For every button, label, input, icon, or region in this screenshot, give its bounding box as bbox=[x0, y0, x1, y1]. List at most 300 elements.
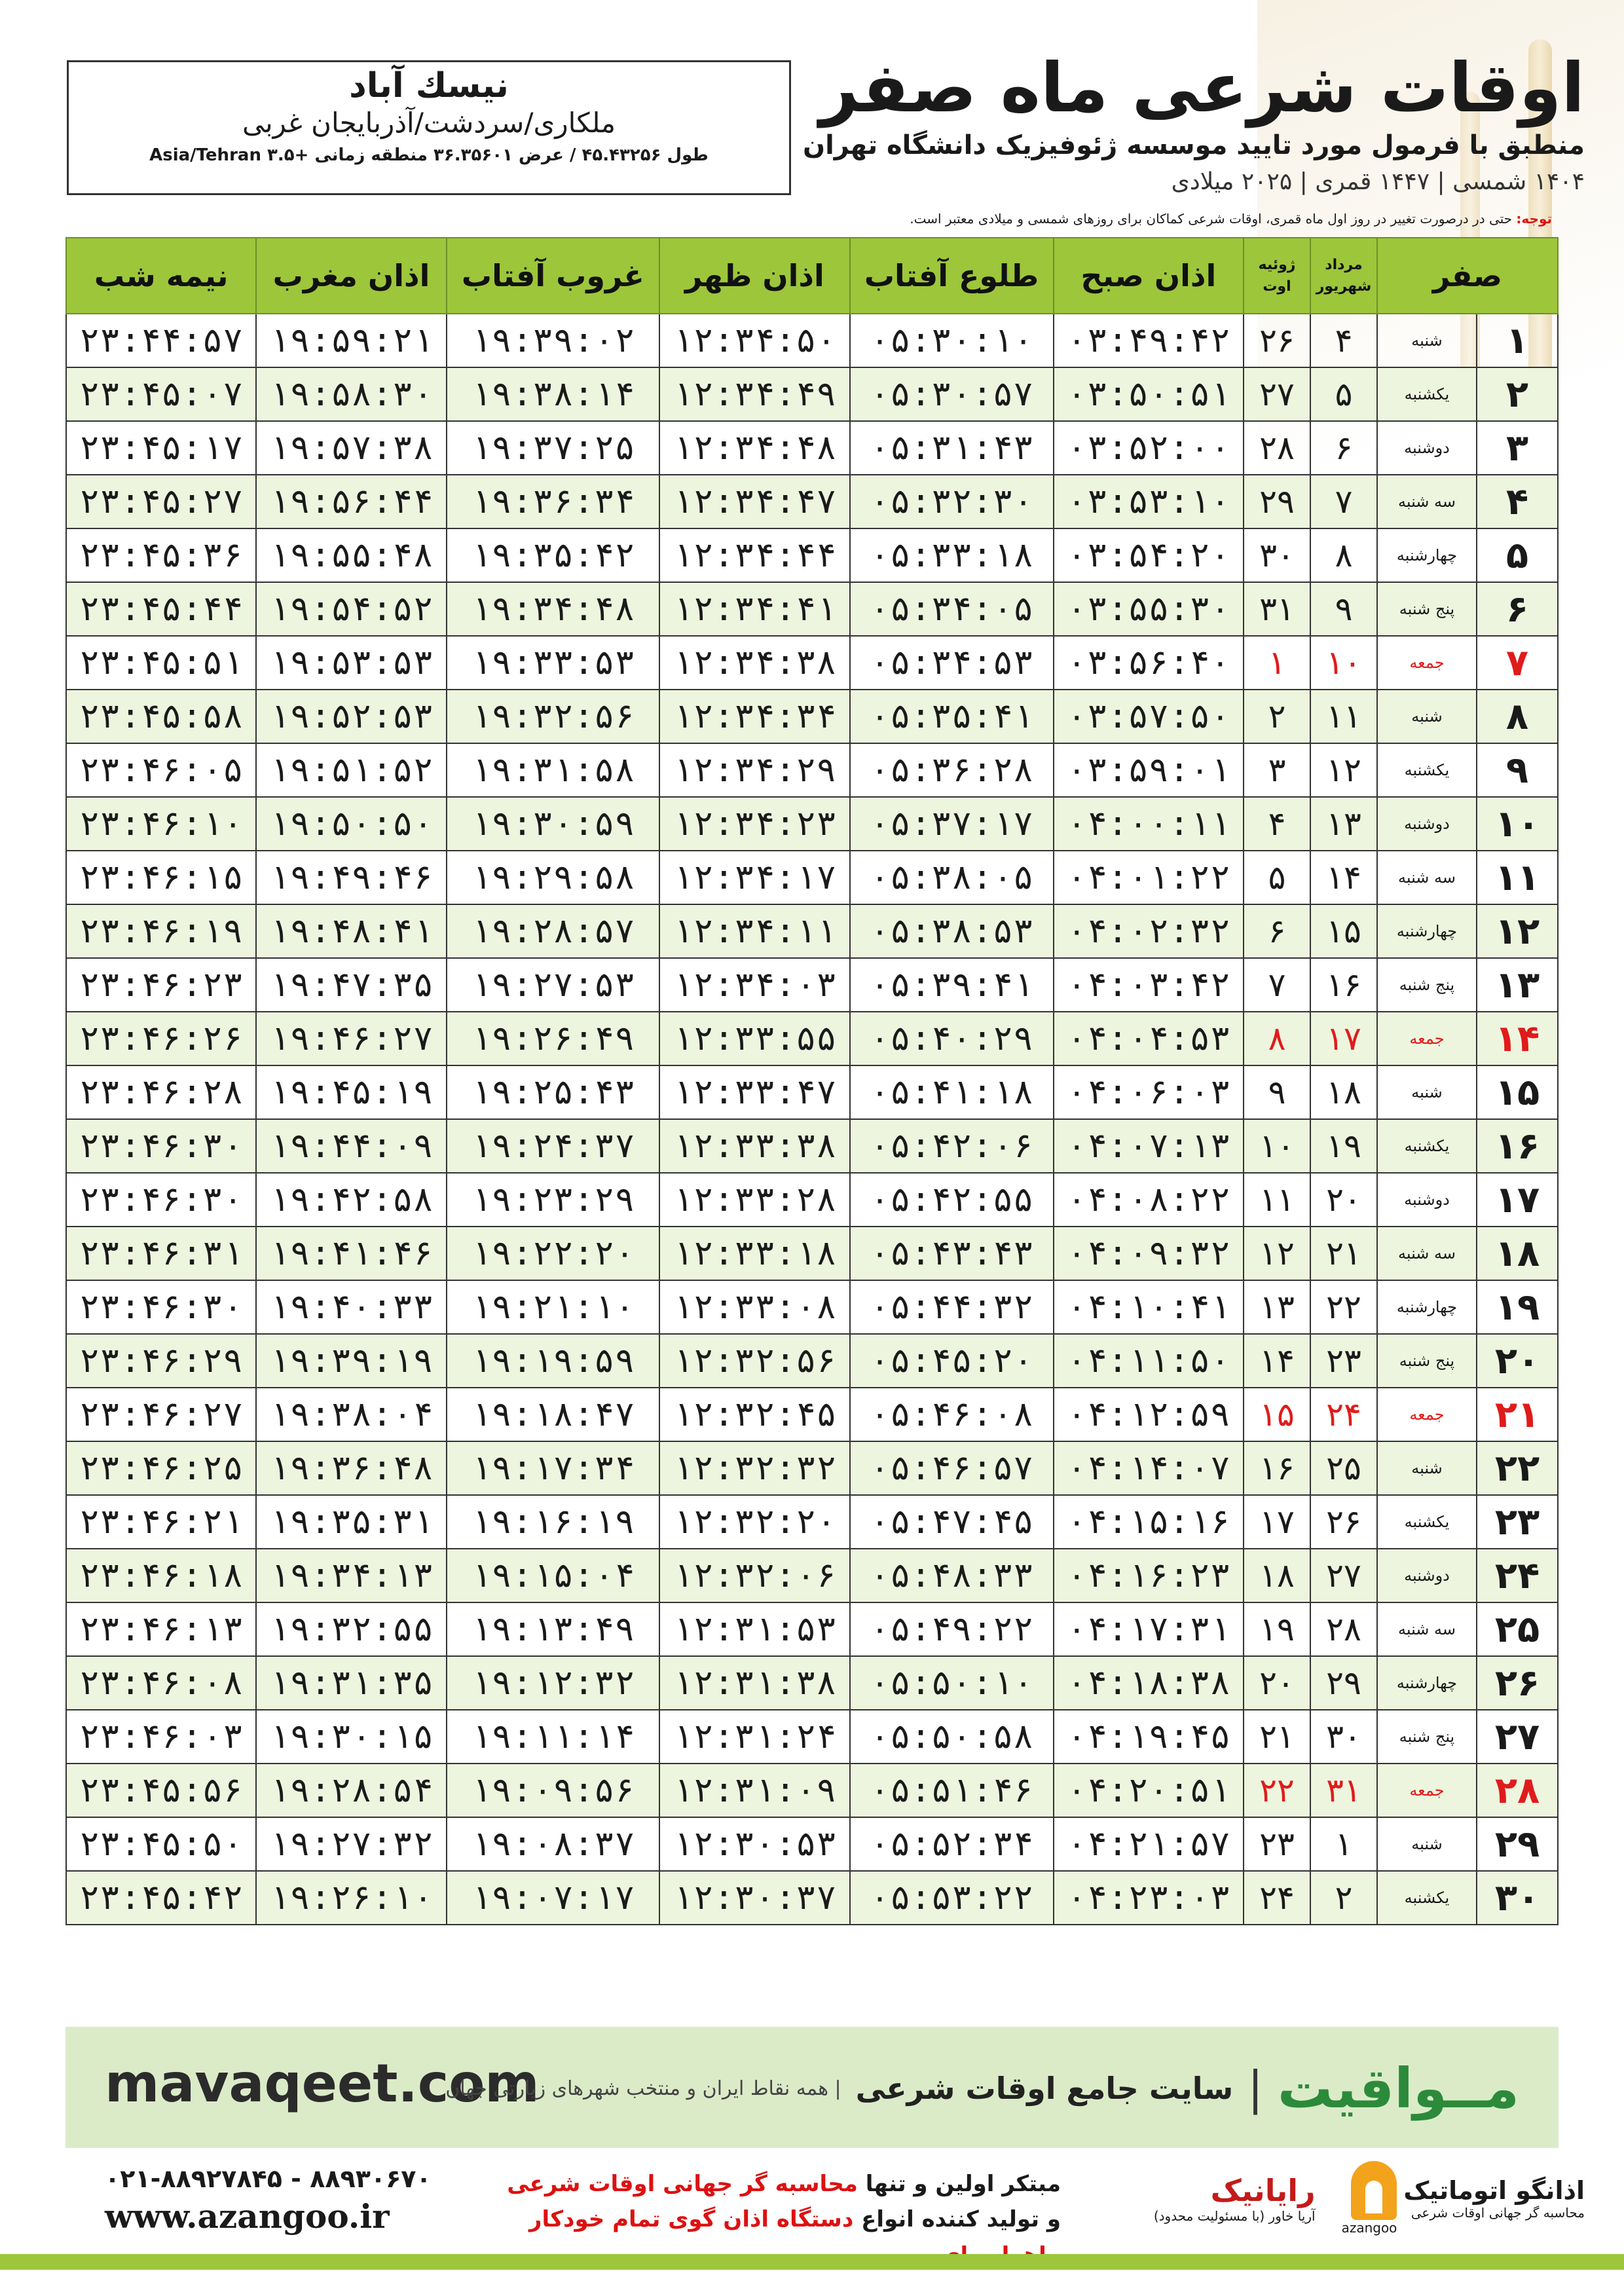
sunrise-time-cell: ۰۵:۳۱:۴۳ bbox=[850, 421, 1054, 475]
table-body bbox=[66, 314, 1558, 1925]
midnight-time-cell: ۲۳:۴۶:۲۶ bbox=[66, 1012, 256, 1065]
gregorian-day-cell: ۱۳ bbox=[1244, 1280, 1310, 1334]
fajr-time-cell: ۰۳:۴۹:۴۲ bbox=[1054, 314, 1244, 367]
weekday-cell: دوشنبه bbox=[1377, 1549, 1477, 1602]
table-row bbox=[66, 1817, 1558, 1871]
sunrise-time-cell: ۰۵:۳۶:۲۸ bbox=[850, 743, 1054, 797]
shamsi-day-cell: ۲۰ bbox=[1310, 1173, 1377, 1227]
fajr-time-cell: ۰۳:۵۹:۰۱ bbox=[1054, 743, 1244, 797]
gregorian-day-cell: ۱۷ bbox=[1244, 1495, 1310, 1549]
brand-description: سایت جامع اوقات شرعی bbox=[855, 2071, 1234, 2106]
hijri-day-cell: ۲۶ bbox=[1477, 1656, 1558, 1710]
table-row bbox=[66, 851, 1558, 904]
hijri-day-cell: ۱۹ bbox=[1477, 1280, 1558, 1334]
weekday-cell: شنبه bbox=[1377, 1065, 1477, 1119]
dhuhr-time-cell: ۱۲:۳۴:۱۱ bbox=[659, 904, 849, 958]
midnight-time-cell: ۲۳:۴۵:۲۷ bbox=[66, 475, 256, 528]
maghrib-time-cell: ۱۹:۳۲:۵۵ bbox=[256, 1602, 446, 1656]
hijri-day-cell: ۳ bbox=[1477, 421, 1558, 475]
fajr-time-cell: ۰۴:۱۹:۴۵ bbox=[1054, 1710, 1244, 1764]
sunset-time-cell: ۱۹:۲۸:۵۷ bbox=[447, 904, 660, 958]
table-row bbox=[66, 1280, 1558, 1334]
fajr-time-cell: ۰۴:۱۱:۵۰ bbox=[1054, 1334, 1244, 1388]
note bbox=[67, 211, 1552, 227]
sunset-time-cell: ۱۹:۲۹:۵۸ bbox=[447, 851, 660, 904]
midnight-time-cell: ۲۳:۴۶:۱۹ bbox=[66, 904, 256, 958]
azangoo-logo-sub: محاسبه گر جهانی اوقات شرعی bbox=[1411, 2205, 1585, 2221]
hijri-day-cell: ۱۲ bbox=[1477, 904, 1558, 958]
table-row bbox=[66, 904, 1558, 958]
table-row bbox=[66, 958, 1558, 1012]
sunrise-time-cell: ۰۵:۴۳:۴۳ bbox=[850, 1227, 1054, 1280]
dhuhr-time-cell: ۱۲:۳۴:۲۳ bbox=[659, 797, 849, 851]
fajr-time-cell: ۰۴:۱۷:۳۱ bbox=[1054, 1602, 1244, 1656]
weekday-cell: جمعه bbox=[1377, 1388, 1477, 1441]
midnight-time-cell: ۲۳:۴۵:۴۲ bbox=[66, 1871, 256, 1925]
dhuhr-time-cell: ۱۲:۳۲:۴۵ bbox=[659, 1388, 849, 1441]
sunrise-time-cell: ۰۵:۳۴:۰۵ bbox=[850, 582, 1054, 636]
maghrib-time-cell: ۱۹:۳۶:۴۸ bbox=[256, 1441, 446, 1495]
weekday-cell: پنج شنبه bbox=[1377, 958, 1477, 1012]
shamsi-day-cell: ۲۱ bbox=[1310, 1227, 1377, 1280]
weekday-cell: شنبه bbox=[1377, 690, 1477, 743]
fajr-time-cell: ۰۴:۲۱:۵۷ bbox=[1054, 1817, 1244, 1871]
hijri-day-cell: ۲۰ bbox=[1477, 1334, 1558, 1388]
weekday-cell: جمعه bbox=[1377, 636, 1477, 690]
weekday-cell: یکشنبه bbox=[1377, 367, 1477, 421]
sunset-time-cell: ۱۹:۰۸:۳۷ bbox=[447, 1817, 660, 1871]
table-row bbox=[66, 1334, 1558, 1388]
table-row bbox=[66, 1710, 1558, 1764]
sunrise-time-cell: ۰۵:۴۸:۳۳ bbox=[850, 1549, 1054, 1602]
hijri-day-cell: ۲۹ bbox=[1477, 1817, 1558, 1871]
table-row bbox=[66, 1549, 1558, 1602]
site-url[interactable]: mavaqeet.com bbox=[105, 2053, 540, 2114]
shamsi-day-cell: ۲۵ bbox=[1310, 1441, 1377, 1495]
dhuhr-time-cell: ۱۲:۳۰:۵۳ bbox=[659, 1817, 849, 1871]
maghrib-time-cell: ۱۹:۳۱:۳۵ bbox=[256, 1656, 446, 1710]
fajr-time-cell: ۰۴:۰۴:۵۳ bbox=[1054, 1012, 1244, 1065]
gregorian-day-cell: ۱ bbox=[1244, 636, 1310, 690]
sunrise-time-cell: ۰۵:۵۰:۵۸ bbox=[850, 1710, 1054, 1764]
sunrise-time-cell: ۰۵:۴۰:۲۹ bbox=[850, 1012, 1054, 1065]
shamsi-day-cell: ۱۷ bbox=[1310, 1012, 1377, 1065]
sunrise-time-cell: ۰۵:۵۰:۱۰ bbox=[850, 1656, 1054, 1710]
minaret-icon bbox=[1351, 2161, 1397, 2220]
weekday-cell: شنبه bbox=[1377, 314, 1477, 367]
sunset-time-cell: ۱۹:۰۹:۵۶ bbox=[447, 1764, 660, 1817]
dhuhr-time-cell: ۱۲:۳۳:۲۸ bbox=[659, 1173, 849, 1227]
midnight-time-cell: ۲۳:۴۵:۰۷ bbox=[66, 367, 256, 421]
shamsi-day-cell: ۵ bbox=[1310, 367, 1377, 421]
midnight-time-cell: ۲۳:۴۶:۲۹ bbox=[66, 1334, 256, 1388]
dhuhr-time-cell: ۱۲:۳۳:۰۸ bbox=[659, 1280, 849, 1334]
midnight-time-cell: ۲۳:۴۶:۲۳ bbox=[66, 958, 256, 1012]
gregorian-day-cell: ۱۹ bbox=[1244, 1602, 1310, 1656]
table-row bbox=[66, 528, 1558, 582]
shamsi-day-cell: ۹ bbox=[1310, 582, 1377, 636]
maghrib-time-cell: ۱۹:۵۶:۴۴ bbox=[256, 475, 446, 528]
col-fajr: اذان صبح bbox=[1054, 238, 1244, 314]
maghrib-time-cell: ۱۹:۵۵:۴۸ bbox=[256, 528, 446, 582]
shamsi-day-cell: ۲۷ bbox=[1310, 1549, 1377, 1602]
sunrise-time-cell: ۰۵:۳۹:۴۱ bbox=[850, 958, 1054, 1012]
shamsi-day-cell: ۲۹ bbox=[1310, 1656, 1377, 1710]
sunrise-time-cell: ۰۵:۴۲:۰۶ bbox=[850, 1119, 1054, 1173]
pitch-line-1-b: محاسبه گر جهانی اوقات شرعی bbox=[507, 2171, 858, 2197]
sunrise-time-cell: ۰۵:۵۳:۲۲ bbox=[850, 1871, 1054, 1925]
prayer-times-table bbox=[65, 237, 1559, 1925]
shamsi-day-cell: ۲۸ bbox=[1310, 1602, 1377, 1656]
maghrib-time-cell: ۱۹:۵۲:۵۳ bbox=[256, 690, 446, 743]
fajr-time-cell: ۰۴:۰۷:۱۳ bbox=[1054, 1119, 1244, 1173]
col-shamsi bbox=[1310, 238, 1377, 314]
shamsi-day-cell: ۳۰ bbox=[1310, 1710, 1377, 1764]
shamsi-day-cell: ۱۲ bbox=[1310, 743, 1377, 797]
dhuhr-time-cell: ۱۲:۳۴:۰۳ bbox=[659, 958, 849, 1012]
sunset-time-cell: ۱۹:۱۲:۳۲ bbox=[447, 1656, 660, 1710]
sunset-time-cell: ۱۹:۳۶:۳۴ bbox=[447, 475, 660, 528]
azangoo-logo-name: اذانگو اتوماتیک bbox=[1403, 2176, 1585, 2205]
raianik-logo bbox=[1154, 2173, 1316, 2224]
table-row bbox=[66, 743, 1558, 797]
shamsi-day-cell: ۲۲ bbox=[1310, 1280, 1377, 1334]
maghrib-time-cell: ۱۹:۳۵:۳۱ bbox=[256, 1495, 446, 1549]
sunset-time-cell: ۱۹:۱۱:۱۴ bbox=[447, 1710, 660, 1764]
col-midnight: نیمه شب bbox=[66, 238, 256, 314]
midnight-time-cell: ۲۳:۴۵:۵۸ bbox=[66, 690, 256, 743]
weekday-cell: چهارشنبه bbox=[1377, 1656, 1477, 1710]
brand-subtitle: | همه نقاط ایران و منتخب شهرهای زیارتی جهان bbox=[445, 2077, 841, 2100]
weekday-cell: پنج شنبه bbox=[1377, 582, 1477, 636]
region-name: ملکاری/سردشت/آذربایجان غربی bbox=[242, 107, 616, 139]
shamsi-day-cell: ۳۱ bbox=[1310, 1764, 1377, 1817]
sunrise-time-cell: ۰۵:۳۳:۱۸ bbox=[850, 528, 1054, 582]
gregorian-day-cell: ۱۲ bbox=[1244, 1227, 1310, 1280]
pitch-line-2-b: دستگاه اذان گوی تمام خودکار bbox=[528, 2206, 854, 2233]
maghrib-time-cell: ۱۹:۴۲:۵۸ bbox=[256, 1173, 446, 1227]
dhuhr-time-cell: ۱۲:۳۲:۵۶ bbox=[659, 1334, 849, 1388]
table-row bbox=[66, 314, 1558, 367]
sunrise-time-cell: ۰۵:۴۱:۱۸ bbox=[850, 1065, 1054, 1119]
sunrise-time-cell: ۰۵:۵۲:۳۴ bbox=[850, 1817, 1054, 1871]
table-row bbox=[66, 1388, 1558, 1441]
sunrise-time-cell: ۰۵:۴۵:۲۰ bbox=[850, 1334, 1054, 1388]
table-row bbox=[66, 421, 1558, 475]
fajr-time-cell: ۰۴:۱۸:۳۸ bbox=[1054, 1656, 1244, 1710]
sunrise-time-cell: ۰۵:۳۵:۴۱ bbox=[850, 690, 1054, 743]
hijri-day-cell: ۱۵ bbox=[1477, 1065, 1558, 1119]
table-row bbox=[66, 1764, 1558, 1817]
table-header-row bbox=[66, 238, 1558, 314]
dhuhr-time-cell: ۱۲:۳۴:۳۸ bbox=[659, 636, 849, 690]
fajr-time-cell: ۰۴:۱۲:۵۹ bbox=[1054, 1388, 1244, 1441]
gregorian-day-cell: ۱۱ bbox=[1244, 1173, 1310, 1227]
col-shamsi-label: مرداد شهریور bbox=[1316, 257, 1372, 295]
fajr-time-cell: ۰۳:۵۰:۵۱ bbox=[1054, 367, 1244, 421]
gregorian-day-cell: ۲۰ bbox=[1244, 1656, 1310, 1710]
sunrise-time-cell: ۰۵:۴۷:۴۵ bbox=[850, 1495, 1054, 1549]
weekday-cell: دوشنبه bbox=[1377, 421, 1477, 475]
dhuhr-time-cell: ۱۲:۳۴:۴۸ bbox=[659, 421, 849, 475]
sunset-time-cell: ۱۹:۱۸:۴۷ bbox=[447, 1388, 660, 1441]
sunset-time-cell: ۱۹:۱۷:۳۴ bbox=[447, 1441, 660, 1495]
brand-block bbox=[445, 2056, 1519, 2120]
shamsi-day-cell: ۱۱ bbox=[1310, 690, 1377, 743]
sunrise-time-cell: ۰۵:۳۷:۱۷ bbox=[850, 797, 1054, 851]
hijri-day-cell: ۱۳ bbox=[1477, 958, 1558, 1012]
maghrib-time-cell: ۱۹:۳۰:۱۵ bbox=[256, 1710, 446, 1764]
shamsi-day-cell: ۷ bbox=[1310, 475, 1377, 528]
maghrib-time-cell: ۱۹:۴۶:۲۷ bbox=[256, 1012, 446, 1065]
fajr-time-cell: ۰۴:۰۸:۲۲ bbox=[1054, 1173, 1244, 1227]
dhuhr-time-cell: ۱۲:۳۴:۴۱ bbox=[659, 582, 849, 636]
gregorian-day-cell: ۲ bbox=[1244, 690, 1310, 743]
brand-name: مــواقیت bbox=[1277, 2056, 1519, 2120]
dhuhr-time-cell: ۱۲:۳۴:۴۷ bbox=[659, 475, 849, 528]
table-row bbox=[66, 367, 1558, 421]
hijri-day-cell: ۷ bbox=[1477, 636, 1558, 690]
hijri-day-cell: ۶ bbox=[1477, 582, 1558, 636]
brand-separator: | bbox=[1247, 2061, 1263, 2115]
sunset-time-cell: ۱۹:۲۳:۲۹ bbox=[447, 1173, 660, 1227]
gregorian-day-cell: ۱۵ bbox=[1244, 1388, 1310, 1441]
shamsi-day-cell: ۱۴ bbox=[1310, 851, 1377, 904]
maghrib-time-cell: ۱۹:۵۰:۵۰ bbox=[256, 797, 446, 851]
midnight-time-cell: ۲۳:۴۵:۵۶ bbox=[66, 1764, 256, 1817]
hijri-day-cell: ۲۸ bbox=[1477, 1764, 1558, 1817]
weekday-cell: پنج شنبه bbox=[1377, 1334, 1477, 1388]
maghrib-time-cell: ۱۹:۴۹:۴۶ bbox=[256, 851, 446, 904]
midnight-time-cell: ۲۳:۴۶:۳۱ bbox=[66, 1227, 256, 1280]
fajr-time-cell: ۰۳:۵۳:۱۰ bbox=[1054, 475, 1244, 528]
dhuhr-time-cell: ۱۲:۳۱:۲۴ bbox=[659, 1710, 849, 1764]
gregorian-day-cell: ۲۶ bbox=[1244, 314, 1310, 367]
gregorian-day-cell: ۲۴ bbox=[1244, 1871, 1310, 1925]
table-row bbox=[66, 690, 1558, 743]
sunset-time-cell: ۱۹:۳۰:۵۹ bbox=[447, 797, 660, 851]
dhuhr-time-cell: ۱۲:۳۲:۳۲ bbox=[659, 1441, 849, 1495]
hijri-day-cell: ۹ bbox=[1477, 743, 1558, 797]
maghrib-time-cell: ۱۹:۳۸:۰۴ bbox=[256, 1388, 446, 1441]
shamsi-day-cell: ۱ bbox=[1310, 1817, 1377, 1871]
logos bbox=[1154, 2161, 1585, 2236]
hijri-day-cell: ۲۱ bbox=[1477, 1388, 1558, 1441]
fajr-time-cell: ۰۳:۵۶:۴۰ bbox=[1054, 636, 1244, 690]
maghrib-time-cell: ۱۹:۵۳:۵۳ bbox=[256, 636, 446, 690]
gregorian-day-cell: ۱۸ bbox=[1244, 1549, 1310, 1602]
hijri-day-cell: ۵ bbox=[1477, 528, 1558, 582]
fajr-time-cell: ۰۳:۵۵:۳۰ bbox=[1054, 582, 1244, 636]
dhuhr-time-cell: ۱۲:۳۰:۳۷ bbox=[659, 1871, 849, 1925]
azangoo-logo bbox=[1342, 2161, 1585, 2236]
hijri-day-cell: ۱۶ bbox=[1477, 1119, 1558, 1173]
weekday-cell: پنج شنبه bbox=[1377, 1710, 1477, 1764]
fajr-time-cell: ۰۴:۱۶:۲۳ bbox=[1054, 1549, 1244, 1602]
table-row bbox=[66, 1602, 1558, 1656]
col-sunrise: طلوع آفتاب bbox=[850, 238, 1054, 314]
sunset-time-cell: ۱۹:۲۴:۳۷ bbox=[447, 1119, 660, 1173]
sunrise-time-cell: ۰۵:۴۶:۰۸ bbox=[850, 1388, 1054, 1441]
hijri-day-cell: ۸ bbox=[1477, 690, 1558, 743]
note-text: حتی در درصورت تغییر در روز اول ماه قمری، اوقات شرعی کماکان برای روزهای شمسی و میلادی معتبر است. bbox=[910, 211, 1517, 227]
maghrib-time-cell: ۱۹:۴۷:۳۵ bbox=[256, 958, 446, 1012]
hijri-day-cell: ۱۱ bbox=[1477, 851, 1558, 904]
dhuhr-time-cell: ۱۲:۳۲:۰۶ bbox=[659, 1549, 849, 1602]
sunset-time-cell: ۱۹:۳۵:۴۲ bbox=[447, 528, 660, 582]
dhuhr-time-cell: ۱۲:۳۴:۴۴ bbox=[659, 528, 849, 582]
maghrib-time-cell: ۱۹:۵۸:۳۰ bbox=[256, 367, 446, 421]
maghrib-time-cell: ۱۹:۵۷:۳۸ bbox=[256, 421, 446, 475]
weekday-cell: یکشنبه bbox=[1377, 743, 1477, 797]
gregorian-day-cell: ۱۶ bbox=[1244, 1441, 1310, 1495]
table-row bbox=[66, 636, 1558, 690]
gregorian-day-cell: ۷ bbox=[1244, 958, 1310, 1012]
maghrib-time-cell: ۱۹:۲۶:۱۰ bbox=[256, 1871, 446, 1925]
azangoo-logo-latin: azangoo bbox=[1341, 2220, 1397, 2236]
dhuhr-time-cell: ۱۲:۳۳:۵۵ bbox=[659, 1012, 849, 1065]
sunrise-time-cell: ۰۵:۵۱:۴۶ bbox=[850, 1764, 1054, 1817]
hijri-day-cell: ۲۳ bbox=[1477, 1495, 1558, 1549]
col-sunset: غروب آفتاب bbox=[447, 238, 660, 314]
maghrib-time-cell: ۱۹:۴۴:۰۹ bbox=[256, 1119, 446, 1173]
dhuhr-time-cell: ۱۲:۳۳:۱۸ bbox=[659, 1227, 849, 1280]
shamsi-day-cell: ۱۸ bbox=[1310, 1065, 1377, 1119]
shamsi-day-cell: ۱۰ bbox=[1310, 636, 1377, 690]
weekday-cell: چهارشنبه bbox=[1377, 1280, 1477, 1334]
sunset-time-cell: ۱۹:۲۱:۱۰ bbox=[447, 1280, 660, 1334]
location-box bbox=[67, 60, 791, 195]
shamsi-day-cell: ۴ bbox=[1310, 314, 1377, 367]
sunrise-time-cell: ۰۵:۳۸:۰۵ bbox=[850, 851, 1054, 904]
fajr-time-cell: ۰۴:۰۳:۴۲ bbox=[1054, 958, 1244, 1012]
page-subtitle: منطبق با فرمول مورد تایید موسسه ژئوفیزیک دانشگاه تهران bbox=[802, 130, 1585, 161]
maghrib-time-cell: ۱۹:۴۵:۱۹ bbox=[256, 1065, 446, 1119]
weekday-cell: جمعه bbox=[1377, 1012, 1477, 1065]
fajr-time-cell: ۰۳:۵۴:۲۰ bbox=[1054, 528, 1244, 582]
gregorian-day-cell: ۱۴ bbox=[1244, 1334, 1310, 1388]
table-row bbox=[66, 1012, 1558, 1065]
col-gregorian bbox=[1244, 238, 1310, 314]
pitch-line-1 bbox=[458, 2166, 1061, 2202]
hijri-day-cell: ۲۴ bbox=[1477, 1549, 1558, 1602]
table-row bbox=[66, 1173, 1558, 1227]
midnight-time-cell: ۲۳:۴۵:۳۶ bbox=[66, 528, 256, 582]
table-row bbox=[66, 1441, 1558, 1495]
sunset-time-cell: ۱۹:۳۴:۴۸ bbox=[447, 582, 660, 636]
midnight-time-cell: ۲۳:۴۵:۱۷ bbox=[66, 421, 256, 475]
hijri-day-cell: ۲۷ bbox=[1477, 1710, 1558, 1764]
midnight-time-cell: ۲۳:۴۶:۰۳ bbox=[66, 1710, 256, 1764]
gregorian-day-cell: ۱۰ bbox=[1244, 1119, 1310, 1173]
fajr-time-cell: ۰۳:۵۲:۰۰ bbox=[1054, 421, 1244, 475]
midnight-time-cell: ۲۳:۴۶:۲۵ bbox=[66, 1441, 256, 1495]
shamsi-day-cell: ۱۹ bbox=[1310, 1119, 1377, 1173]
table-row bbox=[66, 475, 1558, 528]
fajr-time-cell: ۰۴:۱۴:۰۷ bbox=[1054, 1441, 1244, 1495]
page-header bbox=[799, 48, 1585, 196]
maghrib-time-cell: ۱۹:۲۷:۳۲ bbox=[256, 1817, 446, 1871]
website-link[interactable]: www.azangoo.ir bbox=[105, 2197, 390, 2236]
midnight-time-cell: ۲۳:۴۶:۰۵ bbox=[66, 743, 256, 797]
sunset-time-cell: ۱۹:۱۶:۱۹ bbox=[447, 1495, 660, 1549]
maghrib-time-cell: ۱۹:۲۸:۵۴ bbox=[256, 1764, 446, 1817]
sunrise-time-cell: ۰۵:۴۹:۲۲ bbox=[850, 1602, 1054, 1656]
weekday-cell: چهارشنبه bbox=[1377, 528, 1477, 582]
weekday-cell: سه شنبه bbox=[1377, 475, 1477, 528]
gregorian-day-cell: ۳۰ bbox=[1244, 528, 1310, 582]
col-dhuhr: اذان ظهر bbox=[659, 238, 849, 314]
midnight-time-cell: ۲۳:۴۶:۱۸ bbox=[66, 1549, 256, 1602]
sunset-time-cell: ۱۹:۲۵:۴۳ bbox=[447, 1065, 660, 1119]
gregorian-day-cell: ۳۱ bbox=[1244, 582, 1310, 636]
hijri-day-cell: ۲۵ bbox=[1477, 1602, 1558, 1656]
dhuhr-time-cell: ۱۲:۳۳:۳۸ bbox=[659, 1119, 849, 1173]
shamsi-day-cell: ۱۶ bbox=[1310, 958, 1377, 1012]
footer-banner bbox=[65, 2027, 1559, 2148]
midnight-time-cell: ۲۳:۴۶:۱۰ bbox=[66, 797, 256, 851]
pitch-line-1-a: مبتکر اولین و تنها bbox=[857, 2171, 1061, 2197]
pitch-line-2-a: و تولید کننده انواع bbox=[853, 2206, 1061, 2233]
midnight-time-cell: ۲۳:۴۶:۲۱ bbox=[66, 1495, 256, 1549]
midnight-time-cell: ۲۳:۴۶:۳۰ bbox=[66, 1119, 256, 1173]
gregorian-day-cell: ۳ bbox=[1244, 743, 1310, 797]
shamsi-day-cell: ۱۳ bbox=[1310, 797, 1377, 851]
col-maghrib: اذان مغرب bbox=[256, 238, 446, 314]
raianik-logo-sub: آریا خاور (با مسئولیت محدود) bbox=[1153, 2208, 1316, 2224]
table-row bbox=[66, 582, 1558, 636]
sunset-time-cell: ۱۹:۲۲:۲۰ bbox=[447, 1227, 660, 1280]
maghrib-time-cell: ۱۹:۳۹:۱۹ bbox=[256, 1334, 446, 1388]
midnight-time-cell: ۲۳:۴۶:۱۳ bbox=[66, 1602, 256, 1656]
dhuhr-time-cell: ۱۲:۳۴:۱۷ bbox=[659, 851, 849, 904]
fajr-time-cell: ۰۴:۲۳:۰۳ bbox=[1054, 1871, 1244, 1925]
sunset-time-cell: ۱۹:۳۳:۵۳ bbox=[447, 636, 660, 690]
dhuhr-time-cell: ۱۲:۳۱:۰۹ bbox=[659, 1764, 849, 1817]
gregorian-day-cell: ۲۲ bbox=[1244, 1764, 1310, 1817]
weekday-cell: سه شنبه bbox=[1377, 1602, 1477, 1656]
weekday-cell: چهارشنبه bbox=[1377, 904, 1477, 958]
phone-numbers: ۰۲۱-۸۸۹۲۷۸۴۵ - ۸۸۹۳۰۶۷۰ bbox=[105, 2164, 432, 2193]
midnight-time-cell: ۲۳:۴۵:۴۴ bbox=[66, 582, 256, 636]
gregorian-day-cell: ۲۹ bbox=[1244, 475, 1310, 528]
sunrise-time-cell: ۰۵:۴۶:۵۷ bbox=[850, 1441, 1054, 1495]
coordinates: طول ۴۵.۴۳۲۵۶ / عرض ۳۶.۳۵۶۰۱ منطقه زمانی +۳.۵ Asia/Tehran bbox=[149, 145, 709, 165]
shamsi-day-cell: ۶ bbox=[1310, 421, 1377, 475]
sunrise-time-cell: ۰۵:۳۲:۳۰ bbox=[850, 475, 1054, 528]
hijri-day-cell: ۱۸ bbox=[1477, 1227, 1558, 1280]
azangoo-logo-mark-wrap bbox=[1342, 2161, 1397, 2236]
fajr-time-cell: ۰۴:۲۰:۵۱ bbox=[1054, 1764, 1244, 1817]
weekday-cell: سه شنبه bbox=[1377, 1227, 1477, 1280]
gregorian-day-cell: ۹ bbox=[1244, 1065, 1310, 1119]
weekday-cell: دوشنبه bbox=[1377, 1173, 1477, 1227]
dhuhr-time-cell: ۱۲:۳۱:۳۸ bbox=[659, 1656, 849, 1710]
sunrise-time-cell: ۰۵:۳۰:۱۰ bbox=[850, 314, 1054, 367]
sunset-time-cell: ۱۹:۰۷:۱۷ bbox=[447, 1871, 660, 1925]
gregorian-day-cell: ۵ bbox=[1244, 851, 1310, 904]
table-row bbox=[66, 797, 1558, 851]
weekday-cell: دوشنبه bbox=[1377, 797, 1477, 851]
fajr-time-cell: ۰۳:۵۷:۵۰ bbox=[1054, 690, 1244, 743]
page-title: اوقات شرعی ماه صفر bbox=[819, 48, 1585, 128]
hijri-day-cell: ۲ bbox=[1477, 367, 1558, 421]
midnight-time-cell: ۲۳:۴۶:۰۸ bbox=[66, 1656, 256, 1710]
maghrib-time-cell: ۱۹:۵۱:۵۲ bbox=[256, 743, 446, 797]
table-row bbox=[66, 1227, 1558, 1280]
col-hijri: صفر bbox=[1377, 238, 1558, 314]
fajr-time-cell: ۰۴:۰۱:۲۲ bbox=[1054, 851, 1244, 904]
